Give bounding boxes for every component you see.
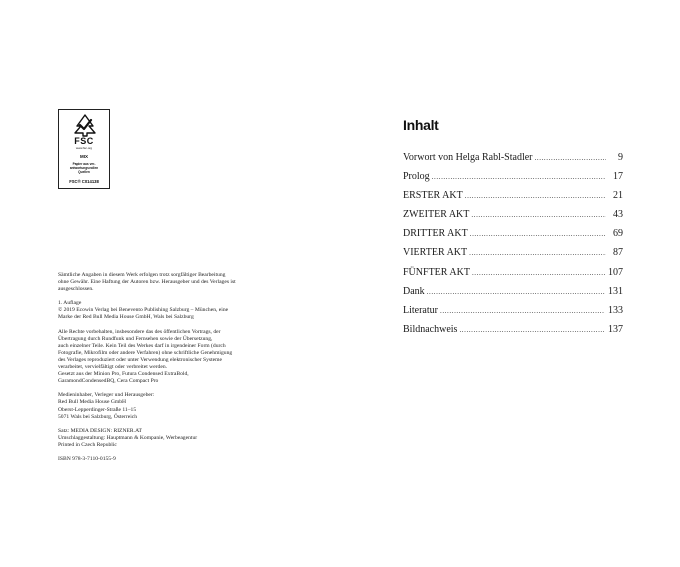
toc-entry-label: Dank <box>403 285 425 297</box>
toc-leader-dots <box>535 154 606 162</box>
toc-leader-dots <box>459 326 605 334</box>
imprint-line: ausgeschlossen. <box>58 286 94 293</box>
imprint-line: 1. Auflage <box>58 300 82 307</box>
imprint <box>58 272 298 470</box>
toc-entry-page: 131 <box>608 285 623 297</box>
imprint-paragraph <box>58 428 298 449</box>
imprint-paragraph <box>58 392 298 420</box>
imprint-line: verarbeitet, vervielfältigt oder verbreitet werden. <box>58 364 168 371</box>
imprint-line: auch einzelner Teile. Kein Teil des Werkes darf in irgendeiner Form (durch <box>58 342 226 349</box>
toc-entry-label: ERSTER AKT <box>403 190 463 202</box>
imprint-line: Satz: MEDIA DESIGN: RIZNER.AT <box>58 427 142 434</box>
toc-entry <box>403 190 623 209</box>
toc-leader-dots <box>432 173 606 181</box>
imprint-line: GaramondCondensedBQ, Cera Compact Pro <box>58 378 159 385</box>
toc-entry-page: 137 <box>608 323 623 335</box>
imprint-line: Umschlaggestaltung: Hauptmann & Kompanie, Werbeagentur <box>58 434 198 441</box>
toc-leader-dots <box>471 211 606 219</box>
toc-entry <box>403 324 623 343</box>
toc-entry <box>403 247 623 266</box>
toc-entry-label: FÜNFTER AKT <box>403 266 470 278</box>
fsc-description <box>59 162 109 174</box>
fsc-desc-line: Quellen <box>78 170 90 174</box>
imprint-line: ISBN 978-3-7110-0155-9 <box>58 455 116 462</box>
toc-entry-page: 21 <box>613 190 623 202</box>
fsc-desc-line: Papier aus ver- <box>72 162 96 166</box>
imprint-line: Red Bull Media House GmbH <box>58 399 127 406</box>
toc-entry <box>403 228 623 247</box>
toc-leader-dots <box>470 230 606 238</box>
fsc-website: www.fsc.org <box>75 146 93 150</box>
imprint-line: Oberst-Lepperdinger-Straße 11–15 <box>58 406 137 413</box>
toc-leader-dots <box>469 249 606 257</box>
table-of-contents <box>403 152 623 343</box>
imprint-line: © 2019 Ecowin Verlag bei Benevento Publishing Salzburg – München, eine <box>58 307 229 314</box>
imprint-line: 5071 Wals bei Salzburg, Österreich <box>58 413 138 420</box>
fsc-brand: FSC <box>74 136 94 146</box>
imprint-line: Medieninhaber, Verleger und Herausgeber: <box>58 392 155 399</box>
imprint-line: Übertragung durch Rundfunk und Fernsehen sowie der Übersetzung, <box>58 335 213 342</box>
toc-entry <box>403 171 623 190</box>
toc-entry-page: 107 <box>608 266 623 278</box>
imprint-line: Fotografie, Mikrofilm oder andere Verfahren) ohne schriftliche Genehmigung <box>58 349 233 356</box>
fsc-logo <box>58 109 110 189</box>
toc-entry <box>403 305 623 324</box>
toc-entry <box>403 209 623 228</box>
toc-entry-label: Vorwort von Helga Rabl-Stadler <box>403 152 533 163</box>
toc-title: Inhalt <box>403 117 439 133</box>
toc-leader-dots <box>472 269 605 277</box>
toc-entry-page: 9 <box>618 152 623 163</box>
toc-entry-page: 17 <box>613 171 623 183</box>
toc-entry <box>403 152 623 171</box>
toc-entry-label: ZWEITER AKT <box>403 209 470 221</box>
toc-entry-label: Prolog <box>403 171 430 183</box>
toc-entry <box>403 267 623 286</box>
toc-entry-page: 133 <box>608 304 623 316</box>
imprint-line: Gesetzt aus der Minion Pro, Futura Condensed ExtraBold, <box>58 371 189 378</box>
imprint-paragraph <box>58 329 298 386</box>
toc-entry-page: 69 <box>613 228 623 240</box>
fsc-license-code: FSC® C014138 <box>69 179 99 184</box>
toc-entry-label: Literatur <box>403 304 438 316</box>
toc-leader-dots <box>465 192 606 200</box>
toc-entry-label: Bildnachweis <box>403 323 458 335</box>
imprint-line: des Verlages reproduziert oder unter Verwendung elektronischer Systeme <box>58 356 222 363</box>
fsc-label: MIX <box>79 154 88 159</box>
imprint-line: Alle Rechte vorbehalten, insbesondere das des öffentlichen Vortrags, der <box>58 328 221 335</box>
toc-entry-page: 87 <box>613 247 623 259</box>
imprint-paragraph <box>58 456 298 463</box>
imprint-line: Sämtliche Angaben in diesem Werk erfolgen trotz sorgfältiger Bearbeitung <box>58 272 226 278</box>
imprint-line: Marke der Red Bull Media House GmbH, Wals bei Salzburg <box>58 314 194 321</box>
imprint-paragraph <box>58 300 298 321</box>
toc-entry-label: DRITTER AKT <box>403 228 468 240</box>
toc-entry <box>403 286 623 305</box>
fsc-desc-line: antwortungsvollen <box>69 166 99 170</box>
toc-entry-label: VIERTER AKT <box>403 247 468 259</box>
toc-leader-dots <box>440 307 605 315</box>
imprint-paragraph <box>58 272 298 293</box>
toc-leader-dots <box>427 288 605 296</box>
toc-entry-page: 43 <box>613 209 623 221</box>
imprint-line: Printed in Czech Republic <box>58 441 117 448</box>
imprint-line: ohne Gewähr. Eine Haftung der Autoren bzw. Herausgeber und des Verlages ist <box>58 279 236 286</box>
fsc-tree-check-icon <box>71 113 99 137</box>
